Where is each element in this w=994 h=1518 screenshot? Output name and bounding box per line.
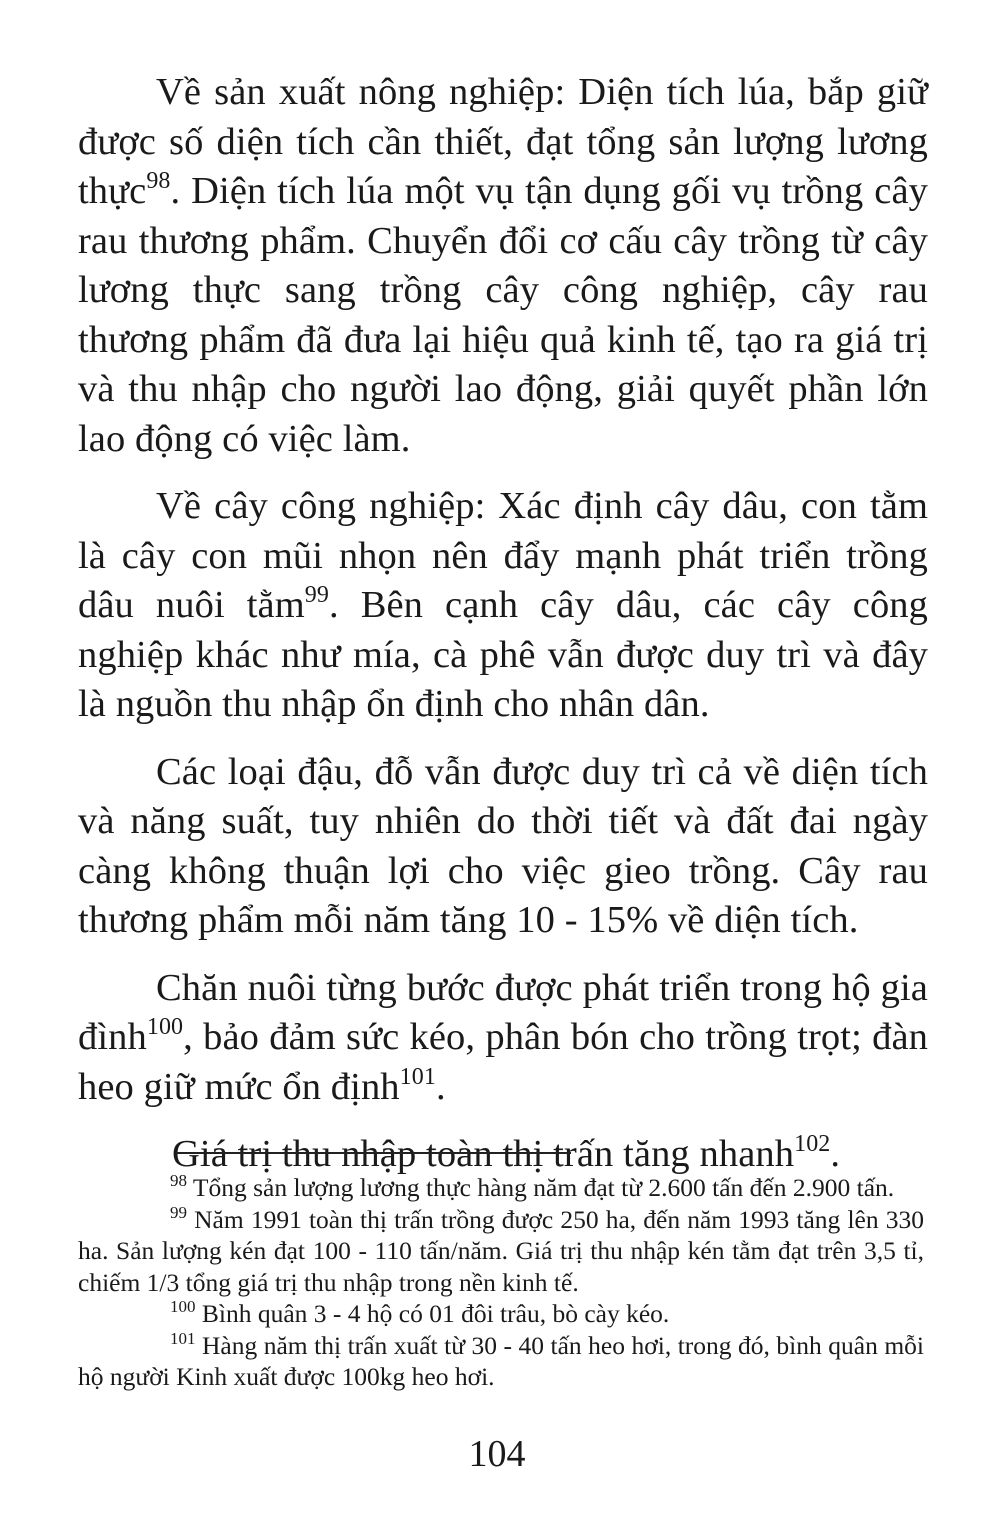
footnote-ref-102[interactable]: 102 [794,1131,831,1157]
paragraph-text: Chăn nuôi từng bước được phát triển trong hộ gia đình [78,966,928,1058]
paragraph-text: . [830,1133,841,1175]
footnote-ref-100[interactable]: 100 [146,1014,184,1040]
footnote-text: Hàng năm thị trấn xuất từ 30 - 40 tấn heo hơi, trong đó, bình quân mỗi hộ người Kinh xuất được 100kg heo hơi. [78,1330,924,1391]
footnote-text: Bình quân 3 - 4 hộ có 01 đôi trâu, bò cày kéo. [195,1299,670,1328]
paragraph-livestock [78,964,928,1113]
footnote-text: Năm 1991 toàn thị trấn trồng được 250 ha, đến năm 1993 tăng lên 330 ha. Sản lượng kén đạt 100 - 110 tấn/năm. Giá trị thu nhập kén tằm đạt trên 3,5 tỉ, chiếm 1/3 tổng giá trị thu nhập trong nền kinh tế. [78,1204,924,1297]
footnote-text: Tổng sản lượng lương thực hàng năm đạt từ 2.600 tấn đến 2.900 tấn. [187,1173,895,1202]
footnote-100 [78,1298,924,1330]
paragraph-text: Giá trị thu nhập toàn thị trấn tăng nhanh [172,1133,795,1175]
footnote-separator [176,1152,571,1154]
paragraph-text: . [435,1065,446,1108]
paragraph-text: Về sản xuất nông nghiệp: Diện tích lúa, bắp giữ được số diện tích cần thiết, đạt tổng sản lượng lương thực [78,71,928,212]
footnote-98 [78,1172,924,1204]
footnote-number: 100 [170,1297,196,1316]
paragraph-text: . Bên cạnh cây dâu, các cây công nghiệp khác như mía, cà phê vẫn được duy trì và đây là nguồn thu nhập ổn định cho nhân dân. [78,584,929,725]
paragraph-text: Các loại đậu, đỗ vẫn được duy trì cả về diện tích và năng suất, tuy nhiên do thời tiết và đất đai ngày càng không thuận lợi cho việc gieo trồng. Cây rau thương phẩm mỗi năm tăng 10 - 15% về diện tích. [78,750,928,941]
footnote-number: 99 [170,1202,187,1222]
footnote-99 [78,1204,924,1299]
paragraph-beans [78,748,928,946]
paragraph-text: . Diện tích lúa một vụ tận dụng gối vụ trồng cây rau thương phẩm. Chuyển đổi cơ cấu cây trồng từ cây lương thực sang trồng cây công nghiệp, cây rau thương phẩm đã đưa lại hiệu quả kinh tế, tạo ra giá trị và thu nhập cho người lao động, giải quyết phần lớn lao động có việc làm. [78,170,928,460]
footnote-number: 101 [170,1328,196,1348]
footnote-ref-101[interactable]: 101 [399,1063,436,1090]
page-number: 104 [468,1433,526,1475]
footnote-ref-98[interactable]: 98 [146,168,171,194]
footnote-ref-99[interactable]: 99 [304,582,329,608]
paragraph-text: Về cây công nghiệp: Xác định cây dâu, con tằm là cây con mũi nhọn nên đẩy mạnh phát triển trồng dâu nuôi tằm [78,485,928,626]
paragraph-text: , bảo đảm sức kéo, phân bón cho trồng trọt; đàn heo giữ mức ổn định [78,1016,928,1108]
paragraph-industrial-crops [78,482,928,730]
paragraph-agriculture [78,68,928,464]
body-text [78,68,928,1198]
footnote-101 [78,1330,924,1393]
footnotes [78,1172,924,1393]
footnote-number: 98 [170,1171,187,1190]
